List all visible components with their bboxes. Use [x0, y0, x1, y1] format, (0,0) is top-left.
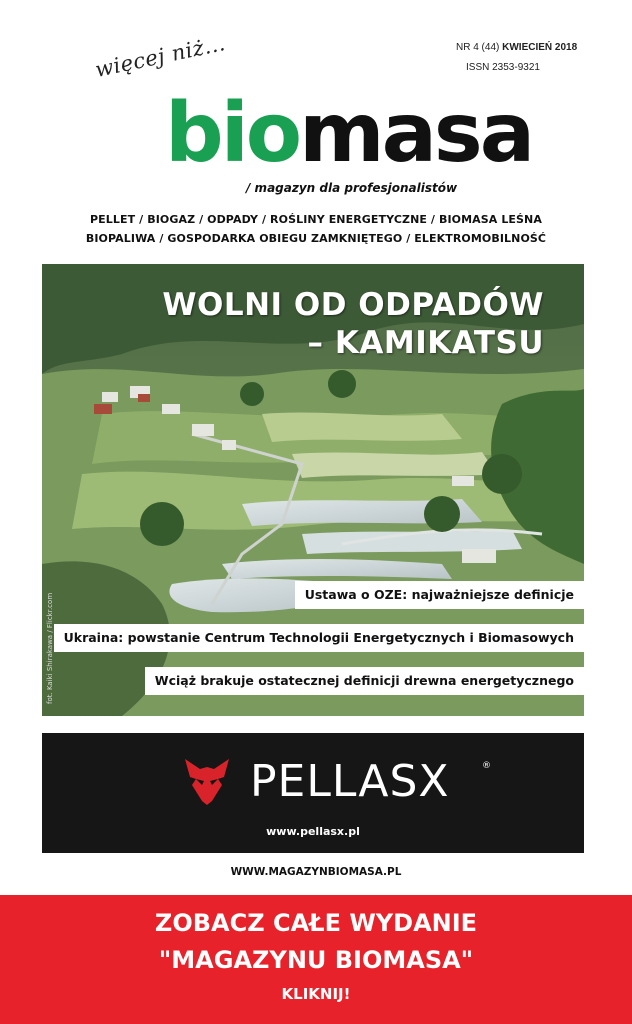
pellasx-url[interactable]: www.pellasx.pl	[266, 825, 360, 838]
magazine-logo	[165, 86, 533, 181]
issn: ISSN 2353-9321	[466, 62, 540, 73]
photo-credit: fot. Kaiki Shirakawa / Flickr.com	[46, 592, 54, 704]
issue-number: NR 4 (44) KWIECIEŃ 2018	[456, 42, 578, 53]
cover-photo	[42, 264, 584, 716]
website-link[interactable]: WWW.MAGAZYNBIOMASA.PL	[230, 866, 402, 878]
cta-line-2: "MAGAZYNU BIOMASA"	[158, 946, 474, 974]
article-label[interactable]: Ukraina: powstanie Centrum Technologii Energetycznych i Biomasowych	[54, 624, 584, 652]
fox-head-icon	[182, 755, 232, 805]
headline-line-1: WOLNI OD ODPADÓW	[162, 287, 544, 323]
magazine-subtitle: / magazyn dla profesjonalistów	[246, 181, 458, 195]
article-label[interactable]: Ustawa o OZE: najważniejsze definicje	[295, 581, 584, 609]
topics-line-1: PELLET / BIOGAZ / ODPADY / ROŚLINY ENERGETYCZNE / BIOMASA LEŚNA	[90, 213, 542, 226]
article-label[interactable]: Wciąż brakuje ostatecznej definicji drewna energetycznego	[145, 667, 584, 695]
cta-click-label[interactable]: KLIKNIJ!	[281, 985, 351, 1003]
registered-mark: ®	[482, 761, 491, 771]
pellasx-brand: PELLASX	[250, 756, 450, 807]
cover-headline[interactable]	[162, 286, 544, 362]
logo-bio: bio	[165, 86, 300, 181]
tagline-handwritten: więcej niż...	[93, 31, 228, 82]
cta-banner[interactable]	[0, 895, 632, 1024]
cta-line-1: ZOBACZ CAŁE WYDANIE	[154, 909, 478, 937]
pellasx-ad[interactable]	[42, 733, 584, 853]
topics-line-2: BIOPALIWA / GOSPODARKA OBIEGU ZAMKNIĘTEGO / ELEKTROMOBILNOŚĆ	[85, 232, 547, 245]
logo-masa: masa	[299, 86, 533, 181]
headline-line-2: – KAMIKATSU	[307, 325, 544, 361]
